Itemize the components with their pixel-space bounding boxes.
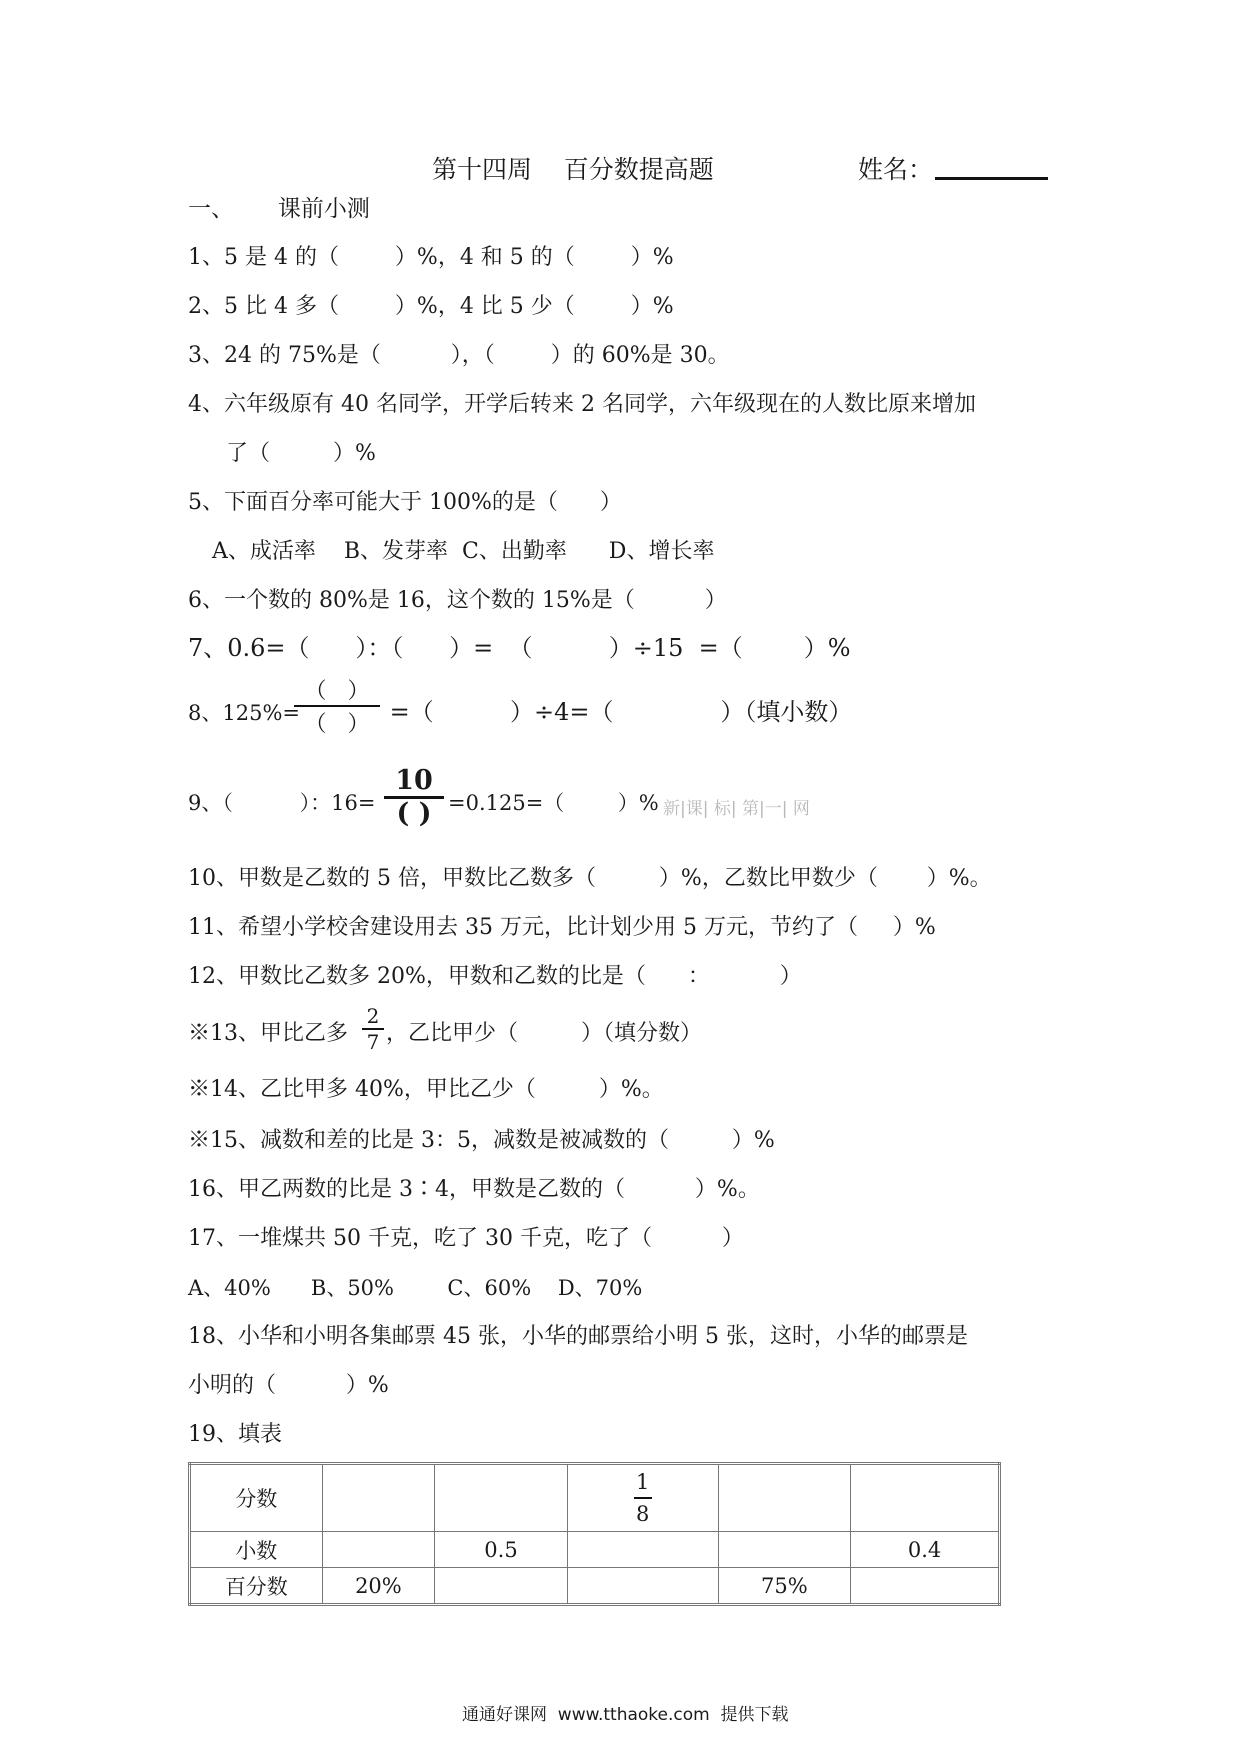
- question-13-fraction: [362, 1004, 384, 1054]
- fraction-denominator: （ ）: [304, 712, 370, 737]
- fraction-denominator: 7: [366, 1030, 380, 1054]
- fraction-numerator: 10: [395, 765, 433, 796]
- question-17: 17、一堆煤共 50 千克，吃了 30 千克，吃了（ ）: [188, 1226, 744, 1251]
- name-blank-line: [935, 177, 1048, 180]
- question-5: 5、下面百分率可能大于 100%的是（ ）: [188, 490, 622, 515]
- question-4-line-1: 4、六年级原有 40 名同学，开学后转来 2 名同学，六年级现在的人数比原来增加: [188, 392, 976, 417]
- question-15: ※15、减数和差的比是 3：5，减数是被减数的（ ）%: [188, 1128, 775, 1153]
- question-9-prefix: 9、（ ）：16=: [188, 791, 376, 815]
- question-17-options: A、40% B、50% C、60% D、70%: [188, 1276, 643, 1300]
- table-cell: [567, 1464, 718, 1532]
- page-title: 第十四周 百分数提高题: [432, 155, 714, 184]
- question-11: 11、希望小学校舍建设用去 35 万元，比计划少用 5 万元，节约了（ ）%: [188, 915, 936, 940]
- question-9-suffix: =0.125=（ ）%: [448, 791, 659, 815]
- name-label: 姓名：: [858, 155, 934, 184]
- question-4-line-2: 了（ ）%: [226, 441, 376, 466]
- question-10: 10、甲数是乙数的 5 倍，甲数比乙数多（ ）%，乙数比甲数少（ ）%。: [188, 866, 992, 891]
- question-12: 12、甲数比乙数多 20%，甲数和乙数的比是（ ： ）: [188, 964, 802, 989]
- question-6: 6、一个数的 80%是 16，这个数的 15%是（ ）: [188, 588, 727, 613]
- question-14: ※14、乙比甲多 40%，甲比乙少（ ）%。: [188, 1077, 664, 1102]
- table-cell[interactable]: [435, 1568, 568, 1605]
- row-label-decimal: 小数: [190, 1532, 323, 1568]
- question-13-suffix: ，乙比甲少（ ）（填分数）: [386, 1021, 702, 1046]
- conversion-table: [188, 1462, 1001, 1606]
- question-19: 19、填表: [188, 1422, 282, 1447]
- table-row: [190, 1532, 1000, 1568]
- question-8-fraction: [294, 674, 380, 738]
- table-row: [190, 1568, 1000, 1605]
- question-7: 7、0.6=（ ）：（ ）= （ ）÷15 =（ ）%: [188, 634, 851, 662]
- table-cell[interactable]: [718, 1464, 851, 1532]
- table-cell[interactable]: [435, 1464, 568, 1532]
- question-16: 16、甲乙两数的比是 3∶4，甲数是乙数的（ ）%。: [188, 1177, 760, 1202]
- row-label-fraction: 分数: [190, 1464, 323, 1532]
- table-cell: 0.5: [435, 1532, 568, 1568]
- question-8-suffix: =（ ）÷4=（ ）（填小数）: [382, 698, 853, 726]
- table-cell: 20%: [322, 1568, 435, 1605]
- table-cell: 75%: [718, 1568, 851, 1605]
- fraction-numerator: 2: [366, 1004, 380, 1028]
- table-cell[interactable]: [322, 1532, 435, 1568]
- table-cell[interactable]: [851, 1464, 1000, 1532]
- table-cell[interactable]: [567, 1532, 718, 1568]
- fraction-bar: [634, 1497, 652, 1499]
- question-5-options: A、成活率 B、发芽率 C、出勤率 D、增长率: [212, 539, 715, 564]
- fraction-numerator: （ ）: [304, 679, 370, 704]
- question-9-fraction: [384, 766, 444, 829]
- fraction-numerator: 1: [636, 1470, 650, 1494]
- question-18-line-1: 18、小华和小明各集邮票 45 张，小华的邮票给小明 5 张，这时，小华的邮票是: [188, 1324, 968, 1349]
- table-cell: 0.4: [851, 1532, 1000, 1568]
- question-18-line-2: 小明的（ ）%: [188, 1373, 389, 1398]
- question-13-prefix: ※13、甲比乙多: [188, 1021, 348, 1046]
- footer-credit: 通通好课网 www.tthaoke.com 提供下载: [462, 1705, 789, 1725]
- cell-fraction: [634, 1469, 652, 1527]
- question-1: 1、5 是 4 的（ ）%，4 和 5 的（ ）%: [188, 245, 674, 270]
- table-cell[interactable]: [567, 1568, 718, 1605]
- watermark-text: 新|课| 标| 第|一| 网: [663, 799, 810, 819]
- fraction-denominator: ( ): [396, 798, 432, 829]
- question-3: 3、24 的 75%是（ ），（ ）的 60%是 30。: [188, 343, 730, 368]
- row-label-percent: 百分数: [190, 1568, 323, 1605]
- table-cell[interactable]: [851, 1568, 1000, 1605]
- question-2: 2、5 比 4 多（ ）%，4 比 5 少（ ）%: [188, 294, 674, 319]
- table-row: [190, 1464, 1000, 1532]
- section-heading: 一、 课前小测: [188, 196, 370, 222]
- question-8-prefix: 8、125%=: [188, 701, 300, 725]
- table-cell[interactable]: [322, 1464, 435, 1532]
- fraction-denominator: 8: [636, 1502, 650, 1526]
- table-cell[interactable]: [718, 1532, 851, 1568]
